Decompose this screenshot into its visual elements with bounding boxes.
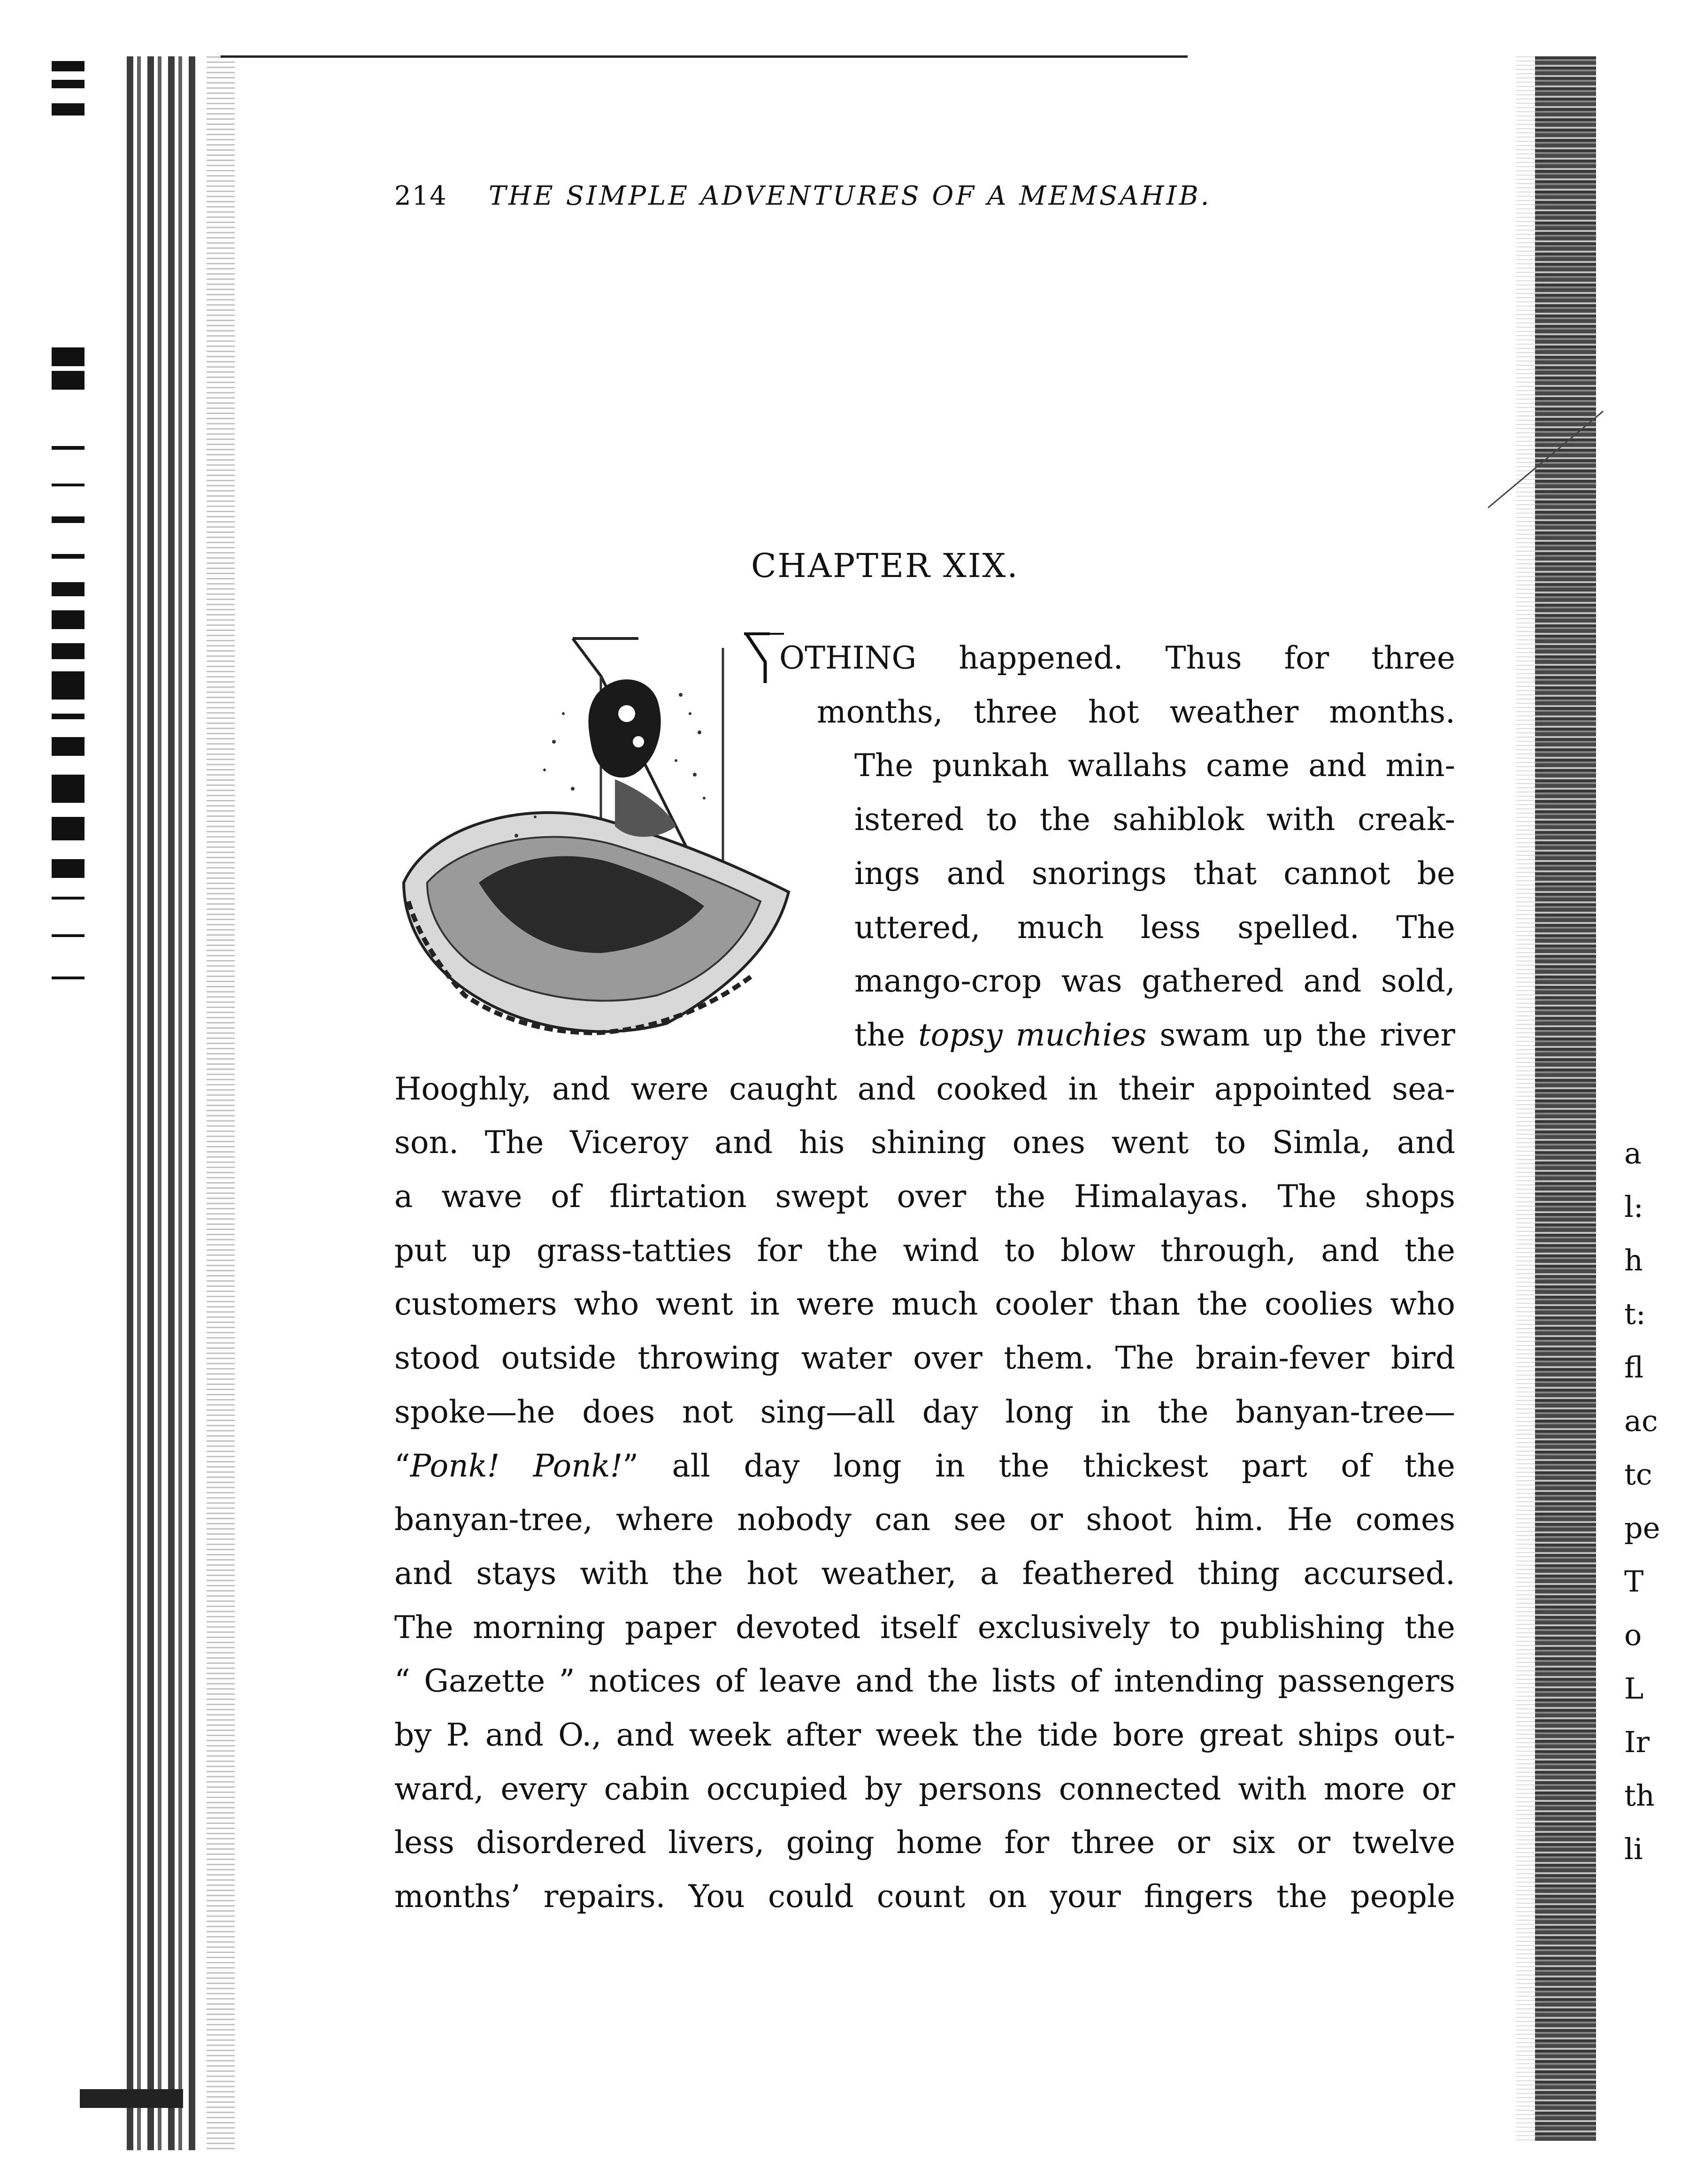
text-line: the topsy muchies swam up the river (854, 1017, 1455, 1053)
text-line: less disordered livers, going home for three or six or twelve (394, 1824, 1455, 1861)
text-line: son. The Viceroy and his shining ones went to Simla, and (394, 1124, 1455, 1161)
text-line: ward, every cabin occupied by persons connected with more or (394, 1771, 1455, 1807)
fragment: a (1624, 1136, 1642, 1170)
fragment: h (1624, 1243, 1643, 1277)
binding-base (80, 2089, 183, 2108)
text-line: banyan-tree, where nobody can see or shoot him. He comes (394, 1501, 1455, 1538)
fragment: l: (1624, 1190, 1643, 1224)
fragment: fl (1624, 1350, 1644, 1384)
text-line: The morning paper devoted itself exclusively to publishing the (394, 1609, 1455, 1646)
text-line: ings and snorings that cannot be (854, 855, 1455, 892)
text-line: The punkah wallahs came and min- (854, 747, 1455, 784)
fragment: T (1624, 1564, 1644, 1599)
text-line: a wave of flirtation swept over the Himalayas. The shops (394, 1178, 1455, 1215)
text-line: istered to the sahiblok with creak- (854, 801, 1455, 838)
text-line: months’ repairs. You could count on your fingers the people (394, 1878, 1455, 1915)
fragment: pe (1624, 1511, 1660, 1545)
left-edge-marks (52, 61, 99, 1000)
text-line: by P. and O., and week after week the tide bore great ships out- (394, 1717, 1455, 1753)
fragment: li (1624, 1832, 1643, 1866)
text-line: mango-crop was gathered and sold, (854, 963, 1455, 999)
binding-dark-strip (127, 56, 197, 2150)
fragment: L (1624, 1671, 1644, 1706)
top-rule (221, 55, 1188, 58)
text-line: Hooghly, and were caught and cooked in their appointed sea- (394, 1071, 1455, 1107)
fragment: o (1624, 1618, 1642, 1652)
text-line: spoke—he does not sing—all day long in the banyan-tree— (394, 1394, 1455, 1430)
text-line: “ Gazette ” notices of leave and the lists of intending passengers (394, 1663, 1455, 1699)
text-line: and stays with the hot weather, a feathered thing accursed. (394, 1555, 1455, 1592)
fragment: Ir (1624, 1725, 1650, 1759)
fragment: th (1624, 1778, 1655, 1813)
running-head (394, 177, 1371, 215)
running-title: THE SIMPLE ADVENTURES OF A MEMSAHIB. (488, 181, 1212, 211)
fragment: ac (1624, 1404, 1658, 1438)
text-line: months, three hot weather months. (817, 694, 1455, 730)
page-number: 214 (394, 181, 447, 211)
adjacent-page-fragments (1624, 1127, 1681, 2066)
text-line: stood outside throwing water over them. The brain-fever bird (394, 1340, 1455, 1376)
right-page-edge (1535, 56, 1596, 2141)
text-line: customers who went in were much cooler than the coolies who (394, 1286, 1455, 1322)
fragment: t: (1624, 1297, 1646, 1331)
text-line: uttered, much less spelled. The (854, 909, 1455, 946)
fragment: tc (1624, 1457, 1652, 1492)
text-line: OTHING happened. Thus for three (779, 640, 1455, 676)
text-line: “Ponk! Ponk!” all day long in the thickest part of the (394, 1448, 1455, 1484)
text-line: put up grass-tatties for the wind to blow through, and the (394, 1232, 1455, 1269)
binding-speckle (207, 56, 235, 2150)
chapter-heading: CHAPTER XIX. (751, 546, 1019, 585)
